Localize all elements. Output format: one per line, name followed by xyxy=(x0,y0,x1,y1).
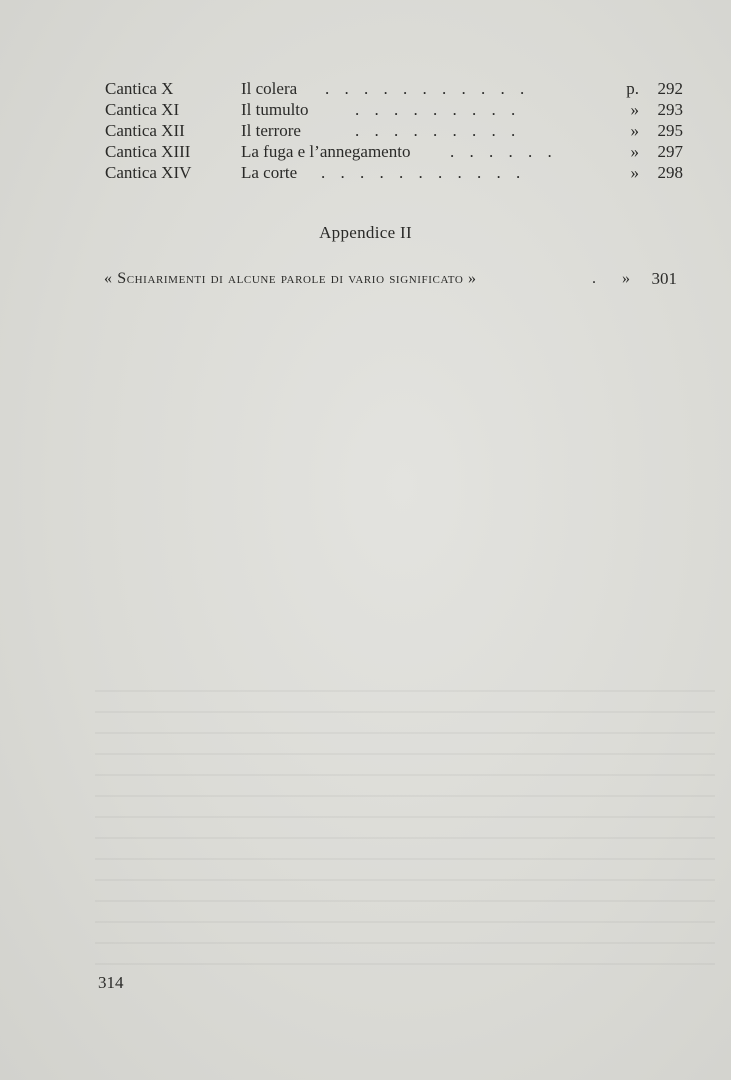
toc-entry-number: Cantica XI xyxy=(105,100,180,119)
toc-page-prefix: » xyxy=(630,142,639,161)
toc-page-prefix: » xyxy=(630,163,639,182)
appendix-page-number: 301 xyxy=(651,269,677,288)
toc-entry-title: Il tumulto xyxy=(241,100,309,119)
toc-entry-number: Cantica XII xyxy=(105,121,185,140)
appendix-heading: Appendice II xyxy=(319,223,412,242)
appendix-page-prefix: » xyxy=(622,270,630,287)
folio-page-number: 314 xyxy=(98,973,124,992)
toc-entry xyxy=(105,120,685,141)
toc-entry-number: Cantica XIV xyxy=(105,163,192,182)
toc-page-prefix: » xyxy=(630,100,639,119)
toc-page-number: 295 xyxy=(657,121,683,140)
toc-entry xyxy=(105,99,685,120)
toc-entry-title: Il colera xyxy=(241,79,298,98)
appendix-entry xyxy=(104,268,679,290)
toc-entry xyxy=(105,141,685,162)
toc-page-number: 292 xyxy=(657,79,683,98)
toc-page-prefix: p. xyxy=(626,79,639,98)
toc-entry xyxy=(105,162,685,183)
toc-entry-title: La fuga e l’annegamento xyxy=(241,142,411,161)
toc-leader-dots: . . . . . . xyxy=(450,142,552,161)
appendix-leader-dots: . xyxy=(592,270,596,287)
toc-leader-dots: . . . . . . . . . . . xyxy=(321,163,521,182)
toc-page-number: 293 xyxy=(657,100,683,119)
toc-leader-dots: . . . . . . . . . xyxy=(355,121,516,140)
toc-entry xyxy=(105,78,685,99)
toc-entry-title: Il terrore xyxy=(241,121,301,140)
toc-entry-number: Cantica X xyxy=(105,79,174,98)
show-through-texture xyxy=(95,690,715,970)
appendix-entry-title: « Schiarimenti di alcune parole di vario significato » xyxy=(104,270,477,287)
toc-page-prefix: » xyxy=(630,121,639,140)
table-of-contents xyxy=(105,78,685,183)
toc-page-number: 298 xyxy=(657,163,683,182)
toc-leader-dots: . . . . . . . . . . . xyxy=(325,79,525,98)
toc-entry-title: La corte xyxy=(241,163,298,182)
toc-entry-number: Cantica XIII xyxy=(105,142,191,161)
toc-page-number: 297 xyxy=(657,142,683,161)
toc-leader-dots: . . . . . . . . . xyxy=(355,100,516,119)
